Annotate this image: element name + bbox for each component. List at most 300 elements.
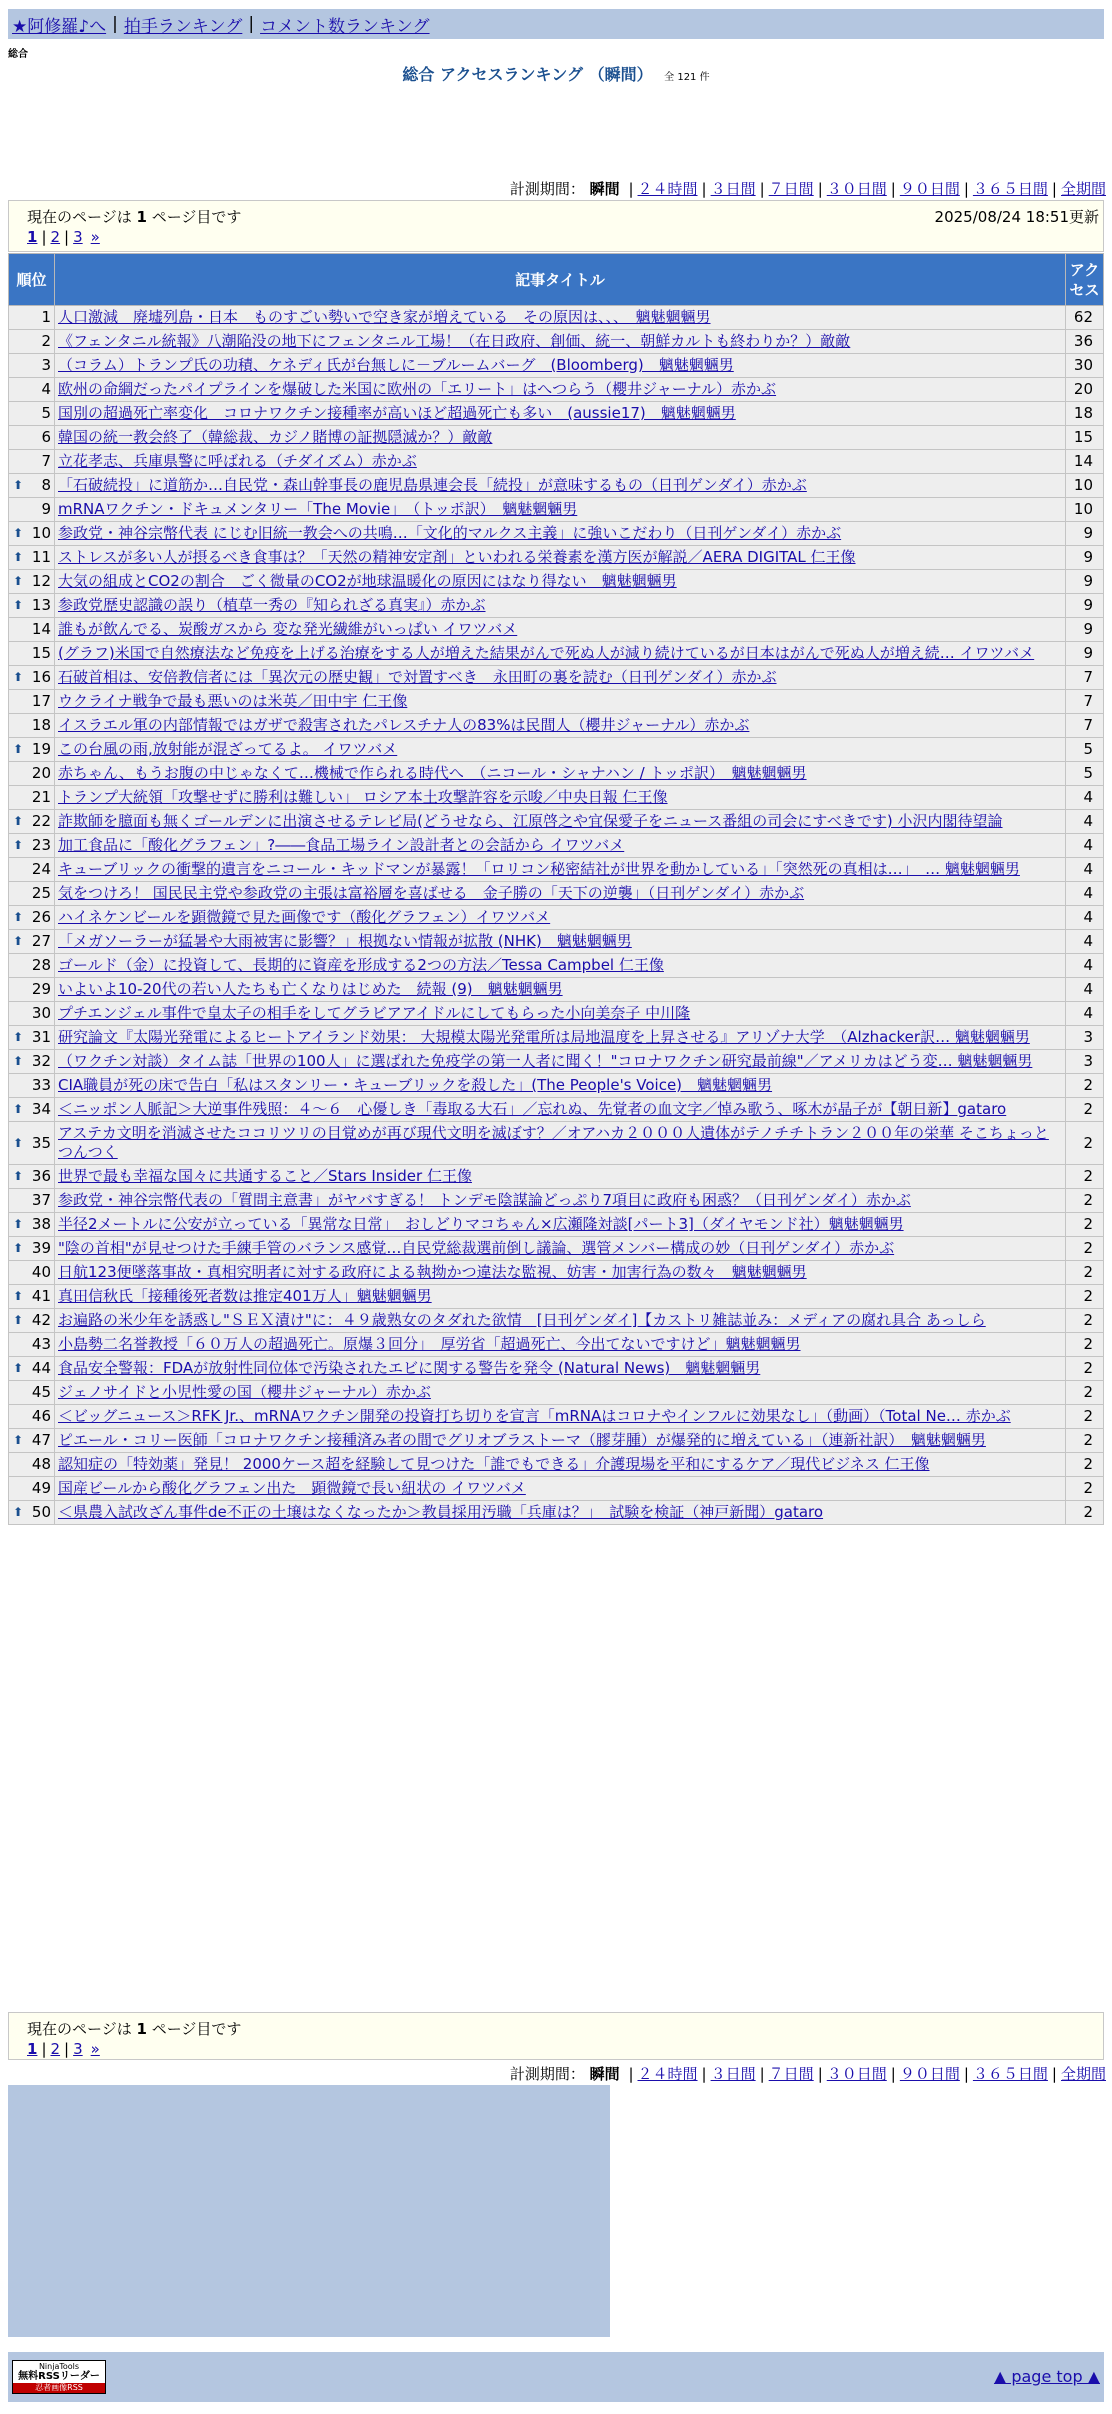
rank-cell bbox=[9, 1333, 55, 1357]
period-option-link[interactable]: 全期間 bbox=[1060, 180, 1106, 198]
table-row bbox=[9, 1074, 1104, 1098]
pager-page-link[interactable]: 1 bbox=[27, 2040, 38, 2058]
period-option-link[interactable]: ９０日間 bbox=[899, 2065, 960, 2083]
article-title-link[interactable]: 石破首相は、安倍教信者には「異次元の歴史観」で対置すべき 永田町の裏を読む（日刊ゲンダイ）赤かぶ bbox=[58, 668, 777, 686]
article-title-link[interactable]: 真田信秋氏「接種後死者数は推定401万人」魑魅魍魎男 bbox=[58, 1287, 432, 1305]
rank-cell bbox=[9, 1501, 55, 1525]
rank-cell bbox=[9, 1098, 55, 1122]
title-cell bbox=[55, 762, 1066, 786]
table-row bbox=[9, 834, 1104, 858]
access-count: 9 bbox=[1066, 594, 1104, 618]
access-count: 9 bbox=[1066, 642, 1104, 666]
rank-number: 30 bbox=[31, 1004, 51, 1022]
access-count: 4 bbox=[1066, 786, 1104, 810]
pager-page-link[interactable]: 2 bbox=[50, 2040, 61, 2058]
rank-cell bbox=[9, 1453, 55, 1477]
article-title-link[interactable]: 日航123便墜落事故・真相究明者に対する政府による執拗かつ違法な監視、妨害・加害行為の数々 魑魅魍魎男 bbox=[58, 1263, 807, 1281]
article-title-link[interactable]: ＜ニッポン人脈記＞大逆事件残照：４～６ 心優しき「毒取る大石」／忘れぬ、先覚者の血文字／悼み歌う、啄木が晶子が【朝日新】gataro bbox=[58, 1100, 1007, 1118]
period-options bbox=[624, 2065, 1106, 2083]
period-option-link[interactable]: 全期間 bbox=[1060, 2065, 1106, 2083]
article-title-link[interactable]: キューブリックの衝撃的遺言をニコール・キッドマンが暴露！「ロリコン秘密結社が世界を動かしている」「突然死の真相は…」 … 魑魅魍魎男 bbox=[58, 860, 1020, 878]
period-separator: | bbox=[1051, 180, 1057, 198]
rank-number: 29 bbox=[31, 980, 51, 998]
title-cell bbox=[55, 1026, 1066, 1050]
pager-next-link[interactable]: » bbox=[90, 2040, 100, 2058]
article-title-link[interactable]: 認知症の「特効薬」発見！ 2000ケース超を経験して見つけた「誰でもできる」介護現場を平和にするケア／現代ビジネス 仁王像 bbox=[58, 1455, 930, 1473]
article-title-link[interactable]: ウクライナ戦争で最も悪いのは米英／田中宇 仁王像 bbox=[58, 692, 408, 710]
title-cell bbox=[55, 1477, 1066, 1501]
table-row bbox=[9, 810, 1104, 834]
period-separator: | bbox=[759, 2065, 765, 2083]
title-cell bbox=[55, 738, 1066, 762]
access-count: 9 bbox=[1066, 546, 1104, 570]
arrow-up-icon: ⬆ bbox=[13, 838, 24, 852]
article-title-link[interactable]: 大気の組成とCO2の割合 ごく微量のCO2が地球温暖化の原因にはなり得ない 魑魅魍魎男 bbox=[58, 572, 677, 590]
period-option-link[interactable]: ３６５日間 bbox=[972, 180, 1048, 198]
pager bbox=[27, 228, 100, 246]
page-number: 1 bbox=[136, 2020, 147, 2038]
title-cell bbox=[55, 1002, 1066, 1026]
title-cell bbox=[55, 1050, 1066, 1074]
article-title-link[interactable]: 参政党・神谷宗幣代表 にじむ旧統一教会への共鳴…「文化的マルクス主義」に強いこだわり（日刊ゲンダイ）赤かぶ bbox=[58, 524, 842, 542]
period-option-link[interactable]: ３日間 bbox=[710, 180, 756, 198]
pager-page-link[interactable]: 3 bbox=[73, 228, 83, 246]
table-row bbox=[9, 1189, 1104, 1213]
pager-separator: | bbox=[41, 2040, 47, 2058]
access-count: 14 bbox=[1066, 450, 1104, 474]
arrow-up-icon: ⬆ bbox=[13, 1241, 24, 1255]
title-cell bbox=[55, 330, 1066, 354]
article-title-link[interactable]: トランプ大統領「攻撃せずに勝利は難しい」 ロシア本土攻撃許容を示唆／中央日報 仁王像 bbox=[58, 788, 668, 806]
rank-number: 36 bbox=[31, 1167, 51, 1185]
access-count: 4 bbox=[1066, 1002, 1104, 1026]
arrow-up-icon: ⬆ bbox=[13, 1102, 24, 1116]
period-option-link[interactable]: ３日間 bbox=[710, 2065, 756, 2083]
arrow-up-icon: ⬆ bbox=[13, 1433, 24, 1447]
rank-number: 42 bbox=[31, 1311, 51, 1329]
title-cell bbox=[55, 834, 1066, 858]
ninja-tools-logo[interactable]: NinjaTools 無料RSSリーダー 忍者画像RSS bbox=[12, 2360, 106, 2394]
title-cell bbox=[55, 1429, 1066, 1453]
article-title-link[interactable]: 参政党歴史認識の誤り（植草一秀の『知られざる真実』）赤かぶ bbox=[58, 596, 486, 614]
access-count: 2 bbox=[1066, 1237, 1104, 1261]
page-info-panel-bottom bbox=[8, 2012, 1104, 2060]
page-top-link[interactable]: ▲ page top ▲ bbox=[993, 2367, 1100, 2386]
rank-number: 38 bbox=[31, 1215, 51, 1233]
rank-number: 43 bbox=[31, 1335, 51, 1353]
table-row bbox=[9, 1261, 1104, 1285]
page-title bbox=[0, 62, 1112, 85]
access-count: 2 bbox=[1066, 1501, 1104, 1525]
period-option-link[interactable]: ７日間 bbox=[768, 180, 814, 198]
access-count: 15 bbox=[1066, 426, 1104, 450]
table-row bbox=[9, 522, 1104, 546]
rank-number: 1 bbox=[41, 308, 51, 326]
title-cell bbox=[55, 1381, 1066, 1405]
table-row bbox=[9, 690, 1104, 714]
title-cell bbox=[55, 618, 1066, 642]
article-title-link[interactable]: 食品安全警報：FDAが放射性同位体で汚染されたエビに関する警告を発令 (Natural News) 魑魅魍魎男 bbox=[58, 1359, 761, 1377]
table-row bbox=[9, 666, 1104, 690]
rank-number: 31 bbox=[31, 1028, 51, 1046]
rank-number: 12 bbox=[31, 572, 51, 590]
article-title-link[interactable]: 詐欺師を臆面も無くゴールデンに出演させるテレビ局(どうせなら、江原啓之や宜保愛子をニュース番組の司会にすべきです) 小沢内閣待望論 bbox=[58, 812, 1003, 830]
arrow-up-icon: ⬆ bbox=[13, 814, 24, 828]
period-options bbox=[624, 180, 1106, 198]
period-separator: | bbox=[817, 2065, 823, 2083]
table-row bbox=[9, 378, 1104, 402]
page-title-text: 総合 アクセスランキング （瞬間） bbox=[402, 65, 653, 84]
access-count: 2 bbox=[1066, 1309, 1104, 1333]
rank-number: 5 bbox=[41, 404, 51, 422]
access-count: 4 bbox=[1066, 954, 1104, 978]
table-row bbox=[9, 1002, 1104, 1026]
rank-cell bbox=[9, 306, 55, 330]
period-separator: | bbox=[963, 2065, 969, 2083]
rank-number: 2 bbox=[41, 332, 51, 350]
ranking-rows bbox=[9, 306, 1104, 1525]
pager-page-link[interactable]: 2 bbox=[50, 228, 61, 246]
title-cell bbox=[55, 570, 1066, 594]
ranking-table bbox=[8, 253, 1104, 1525]
rank-cell bbox=[9, 1261, 55, 1285]
article-title-link[interactable]: この台風の雨,放射能が混ざってるよ。 イワツバメ bbox=[58, 740, 398, 758]
page-info: 現在のページは 1 ページ目です bbox=[27, 208, 242, 226]
title-cell bbox=[55, 1261, 1066, 1285]
access-count: 2 bbox=[1066, 1122, 1104, 1165]
access-count: 9 bbox=[1066, 618, 1104, 642]
article-title-link[interactable]: 気をつけろ！ 国民民主党や参政党の主張は富裕層を喜ばせる 金子勝の「天下の逆襲」（日刊ゲンダイ）赤かぶ bbox=[58, 884, 805, 902]
article-title-link[interactable]: 欧州の命綱だったパイプラインを爆破した米国に欧州の「エリート」はへつらう（櫻井ジャーナル）赤かぶ bbox=[58, 380, 777, 398]
title-cell bbox=[55, 1098, 1066, 1122]
rank-cell bbox=[9, 450, 55, 474]
period-selector-top bbox=[510, 178, 1106, 199]
article-title-link[interactable]: 参政党・神谷宗幣代表の「質問主意書」がヤバすぎる！ トンデモ陰謀論どっぷり7項目に政府も困惑？（日刊ゲンダイ）赤かぶ bbox=[58, 1191, 911, 1209]
table-row bbox=[9, 594, 1104, 618]
table-row bbox=[9, 450, 1104, 474]
arrow-up-icon: ⬆ bbox=[13, 1054, 24, 1068]
title-cell bbox=[55, 690, 1066, 714]
title-cell bbox=[55, 882, 1066, 906]
rank-number: 48 bbox=[31, 1455, 51, 1473]
table-row bbox=[9, 1333, 1104, 1357]
pager bbox=[27, 2040, 100, 2058]
rank-number: 33 bbox=[31, 1076, 51, 1094]
rank-number: 22 bbox=[31, 812, 51, 830]
rank-cell bbox=[9, 378, 55, 402]
rank-cell bbox=[9, 1074, 55, 1098]
title-cell bbox=[55, 1213, 1066, 1237]
period-current: 瞬間 bbox=[589, 180, 620, 198]
table-row bbox=[9, 426, 1104, 450]
title-cell bbox=[55, 306, 1066, 330]
article-title-link[interactable]: CIA職員が死の床で告白「私はスタンリー・キューブリックを殺した」(The People's Voice) 魑魅魍魎男 bbox=[58, 1076, 773, 1094]
pager-separator: | bbox=[64, 228, 70, 246]
article-title-link[interactable]: 《フェンタニル統報》八潮陥没の地下にフェンタニル工場！（在日政府、創価、統一、朝鮮カルトも終わりか？）敵敵 bbox=[58, 332, 851, 350]
access-count: 2 bbox=[1066, 1285, 1104, 1309]
rank-cell bbox=[9, 1381, 55, 1405]
table-row bbox=[9, 1429, 1104, 1453]
arrow-up-icon: ⬆ bbox=[13, 1169, 24, 1183]
rank-number: 32 bbox=[31, 1052, 51, 1070]
nav-separator: | bbox=[248, 14, 255, 34]
rank-cell bbox=[9, 642, 55, 666]
title-cell bbox=[55, 378, 1066, 402]
title-cell bbox=[55, 1237, 1066, 1261]
table-row bbox=[9, 1477, 1104, 1501]
title-cell bbox=[55, 1122, 1066, 1165]
article-title-link[interactable]: （ワクチン対談）タイム誌「世界の100人」に選ばれた免疫学の第一人者に聞く！"コロナワクチン研究最前線"／アメリカはどう変… 魑魅魍魎男 bbox=[58, 1052, 1033, 1070]
home-link[interactable]: ★阿修羅♪へ bbox=[12, 16, 107, 37]
rank-number: 39 bbox=[31, 1239, 51, 1257]
period-separator: | bbox=[628, 2065, 634, 2083]
arrow-up-icon: ⬆ bbox=[13, 478, 24, 492]
table-row bbox=[9, 1405, 1104, 1429]
access-count: 30 bbox=[1066, 354, 1104, 378]
access-count: 3 bbox=[1066, 1026, 1104, 1050]
pager-separator: | bbox=[41, 228, 47, 246]
access-count: 7 bbox=[1066, 666, 1104, 690]
rank-number: 20 bbox=[31, 764, 51, 782]
article-title-link[interactable]: 小島勢二名誉教授「６０万人の超過死亡。原爆３回分」 厚労省「超過死亡、今出てないですけど」魑魅魍魎男 bbox=[58, 1335, 801, 1353]
rank-cell bbox=[9, 1189, 55, 1213]
period-option-link[interactable]: ３６５日間 bbox=[972, 2065, 1048, 2083]
table-row bbox=[9, 498, 1104, 522]
title-cell bbox=[55, 1309, 1066, 1333]
rank-number: 25 bbox=[31, 884, 51, 902]
updated-time: 2025/08/24 18:51更新 bbox=[934, 208, 1099, 226]
rank-number: 19 bbox=[31, 740, 51, 758]
article-title-link[interactable]: 誰もが飲んでる、炭酸ガスから 変な発光繊維がいっぱい イワツバメ bbox=[58, 620, 518, 638]
article-title-link[interactable]: イスラエル軍の内部情報ではガザで殺害されたパレスチナ人の83%は民間人（櫻井ジャーナル）赤かぶ bbox=[58, 716, 750, 734]
access-count: 2 bbox=[1066, 1261, 1104, 1285]
table-row bbox=[9, 1213, 1104, 1237]
article-title-link[interactable]: ハイネケンビールを顕微鏡で見た画像です（酸化グラフェン）イワツバメ bbox=[58, 908, 551, 926]
rank-cell bbox=[9, 474, 55, 498]
footer-bar bbox=[8, 2352, 1104, 2402]
access-count: 5 bbox=[1066, 738, 1104, 762]
title-cell bbox=[55, 858, 1066, 882]
article-title-link[interactable]: 国産ビールから酸化グラフェン出た 顕微鏡で長い紐状の イワツバメ bbox=[58, 1479, 526, 1497]
page-number: 1 bbox=[136, 208, 147, 226]
title-cell bbox=[55, 930, 1066, 954]
article-title-link[interactable]: ピエール・コリー医師「コロナワクチン接種済み者の間でグリオブラストーマ（膠芽腫）が爆発的に増えている」（連新社訳） 魑魅魍魎男 bbox=[58, 1431, 986, 1449]
article-title-link[interactable]: 立花孝志、兵庫県警に呼ばれる（チダイズム）赤かぶ bbox=[58, 452, 417, 470]
rank-number: 35 bbox=[31, 1133, 51, 1152]
rank-cell bbox=[9, 1050, 55, 1074]
access-count: 5 bbox=[1066, 762, 1104, 786]
title-cell bbox=[55, 402, 1066, 426]
pager-separator: | bbox=[64, 2040, 70, 2058]
article-title-link[interactable]: "陰の首相"が見せつけた手練手管のバランス感覚…自民党総裁選前倒し議論、選管メンバー構成の妙（日刊ゲンダイ）赤かぶ bbox=[58, 1239, 895, 1257]
rank-cell bbox=[9, 522, 55, 546]
access-count: 4 bbox=[1066, 882, 1104, 906]
period-separator: | bbox=[963, 180, 969, 198]
arrow-up-icon: ⬆ bbox=[13, 1361, 24, 1375]
table-row bbox=[9, 1501, 1104, 1525]
rank-cell bbox=[9, 906, 55, 930]
table-row bbox=[9, 1309, 1104, 1333]
rank-cell bbox=[9, 1405, 55, 1429]
comment-ranking-link[interactable]: コメント数ランキング bbox=[260, 16, 430, 37]
table-row bbox=[9, 882, 1104, 906]
article-title-link[interactable]: ゴールド（金）に投資して、長期的に資産を形成する2つの方法／Tessa Campbel 仁王像 bbox=[58, 956, 664, 974]
rank-number: 46 bbox=[31, 1407, 51, 1425]
title-cell bbox=[55, 714, 1066, 738]
arrow-up-icon: ⬆ bbox=[13, 1505, 24, 1519]
access-count: 10 bbox=[1066, 474, 1104, 498]
article-title-link[interactable]: 加工食品に「酸化グラフェン」?――食品工場ライン設計者との会話から イワツバメ bbox=[58, 836, 625, 854]
top-nav-bar bbox=[8, 9, 1104, 39]
rank-cell bbox=[9, 1122, 55, 1165]
rank-cell bbox=[9, 1309, 55, 1333]
title-cell bbox=[55, 954, 1066, 978]
article-title-link[interactable]: ジェノサイドと小児性愛の国（櫻井ジャーナル）赤かぶ bbox=[58, 1383, 431, 1401]
rank-cell bbox=[9, 810, 55, 834]
access-header: アクセス bbox=[1066, 254, 1104, 306]
title-cell bbox=[55, 1074, 1066, 1098]
article-title-link[interactable]: ＜ビッグニュース＞RFK Jr.、mRNAワクチン開発の投資打ち切りを宣言「mRNAはコロナやインフルに効果なし」（動画）（Total Ne… 赤かぶ bbox=[58, 1407, 1011, 1425]
rank-header: 順位 bbox=[9, 254, 55, 306]
rank-cell bbox=[9, 882, 55, 906]
article-title-link[interactable]: 国別の超過死亡率変化 コロナワクチン接種率が高いほど超過死亡も多い (aussie17) 魑魅魍魎男 bbox=[58, 404, 736, 422]
access-count: 2 bbox=[1066, 1189, 1104, 1213]
article-title-link[interactable]: ＜県農入試改ざん事件de不正の土壌はなくなったか＞教員採用汚職「兵庫は？」 試験を検証（神戸新聞）gataro bbox=[58, 1503, 824, 1521]
access-count: 2 bbox=[1066, 1098, 1104, 1122]
table-row bbox=[9, 1165, 1104, 1189]
article-title-link[interactable]: アステカ文明を消滅させたココリツリの目覚めが再び現代文明を滅ぼす？／オアハカ２０００人遺体がテノチチトラン２００年の栄華 そこちょっとつんつく bbox=[58, 1124, 1049, 1161]
table-row bbox=[9, 1285, 1104, 1309]
rank-number: 3 bbox=[41, 356, 51, 374]
title-cell bbox=[55, 354, 1066, 378]
rank-number: 8 bbox=[41, 476, 51, 494]
period-option-link[interactable]: ３０日間 bbox=[826, 180, 887, 198]
pager-page-link[interactable]: 3 bbox=[73, 2040, 83, 2058]
pager-next-link[interactable]: » bbox=[90, 228, 100, 246]
rank-number: 7 bbox=[41, 452, 51, 470]
period-option-link[interactable]: ９０日間 bbox=[899, 180, 960, 198]
article-title-link[interactable]: 人口激減 廃墟列島・日本 ものすごい勢いで空き家が増えている その原因は、、、 魑魅魍魎男 bbox=[58, 308, 711, 326]
rank-number: 11 bbox=[31, 548, 51, 566]
article-title-link[interactable]: (グラフ)米国で自然療法など免疫を上げる治療をする人が増えた結果がんで死ぬ人が減り続けているが日本はがんで死ぬ人が増え続… イワツバメ bbox=[58, 644, 1035, 662]
period-option-link[interactable]: ７日間 bbox=[768, 2065, 814, 2083]
table-row bbox=[9, 978, 1104, 1002]
access-count: 4 bbox=[1066, 858, 1104, 882]
site-label: 総合 bbox=[8, 49, 28, 60]
access-count: 2 bbox=[1066, 1405, 1104, 1429]
table-row bbox=[9, 306, 1104, 330]
article-title-link[interactable]: 世界で最も幸福な国々に共通すること／Stars Insider 仁王像 bbox=[58, 1167, 472, 1185]
arrow-up-icon: ⬆ bbox=[13, 526, 24, 540]
rank-number: 49 bbox=[31, 1479, 51, 1497]
period-label: 計測期間： bbox=[509, 180, 585, 198]
article-title-link[interactable]: 韓国の統一教会終了（韓総裁、カジノ賭博の証拠隠滅か？）敵敵 bbox=[58, 428, 493, 446]
arrow-up-icon: ⬆ bbox=[13, 598, 24, 612]
access-count: 36 bbox=[1066, 330, 1104, 354]
table-row bbox=[9, 1122, 1104, 1165]
title-cell bbox=[55, 522, 1066, 546]
article-title-link[interactable]: 「石破続投」に道筋か…自民党・森山幹事長の鹿児島県連会長「続投」が意味するもの（日刊ゲンダイ）赤かぶ bbox=[58, 476, 807, 494]
article-title-link[interactable]: 半径2メートルに公安が立っている「異常な日常」 おしどりマコちゃん×広瀬隆対談[パート3]（ダイヤモンド社）魑魅魍魎男 bbox=[58, 1215, 904, 1233]
title-cell bbox=[55, 474, 1066, 498]
table-row bbox=[9, 642, 1104, 666]
total-count: 全 121 件 bbox=[664, 72, 710, 83]
period-separator: | bbox=[701, 2065, 707, 2083]
article-title-link[interactable]: 赤ちゃん、もうお腹の中じゃなくて…機械で作られる時代へ （ニコール・シャナハン / トッポ訳） 魑魅魍魎男 bbox=[58, 764, 807, 782]
title-header: 記事タイトル bbox=[55, 254, 1066, 306]
arrow-up-icon: ⬆ bbox=[13, 1313, 24, 1327]
title-cell bbox=[55, 810, 1066, 834]
access-count: 4 bbox=[1066, 810, 1104, 834]
rank-number: 23 bbox=[31, 836, 51, 854]
access-count: 2 bbox=[1066, 1429, 1104, 1453]
period-option-link[interactable]: ２４時間 bbox=[637, 2065, 698, 2083]
article-title-link[interactable]: ストレスが多い人が摂るべき食事は？「天然の精神安定剤」といわれる栄養素を漢方医が解説／AERA DIGITAL 仁王像 bbox=[58, 548, 856, 566]
period-option-link[interactable]: ３０日間 bbox=[826, 2065, 887, 2083]
rank-number: 47 bbox=[31, 1431, 51, 1449]
period-option-link[interactable]: ２４時間 bbox=[637, 180, 698, 198]
pager-page-link[interactable]: 1 bbox=[27, 228, 38, 246]
table-row bbox=[9, 906, 1104, 930]
access-count: 2 bbox=[1066, 1333, 1104, 1357]
period-label: 計測期間： bbox=[509, 2065, 585, 2083]
rank-cell bbox=[9, 1002, 55, 1026]
rank-number: 4 bbox=[41, 380, 51, 398]
table-row bbox=[9, 762, 1104, 786]
table-row bbox=[9, 1381, 1104, 1405]
rank-cell bbox=[9, 954, 55, 978]
access-count: 2 bbox=[1066, 1453, 1104, 1477]
clap-ranking-link[interactable]: 拍手ランキング bbox=[123, 16, 243, 37]
table-row bbox=[9, 738, 1104, 762]
article-title-link[interactable]: （コラム）トランプ氏の功積、ケネディ氏が台無しに－ブルームバーグ (Bloomberg) 魑魅魍魎男 bbox=[58, 356, 734, 374]
table-row bbox=[9, 402, 1104, 426]
access-count: 18 bbox=[1066, 402, 1104, 426]
article-title-link[interactable]: mRNAワクチン・ドキュメンタリー「The Movie」 （トッポ訳） 魑魅魍魎男 bbox=[58, 500, 578, 518]
title-cell bbox=[55, 1501, 1066, 1525]
title-cell bbox=[55, 1405, 1066, 1429]
article-title-link[interactable]: 「メガソーラーが猛暑や大雨被害に影響？」根拠ない情報が拡散 (NHK) 魑魅魍魎男 bbox=[58, 932, 632, 950]
rank-cell bbox=[9, 1285, 55, 1309]
title-cell bbox=[55, 1357, 1066, 1381]
rank-cell bbox=[9, 858, 55, 882]
access-count: 2 bbox=[1066, 1165, 1104, 1189]
arrow-up-icon: ⬆ bbox=[13, 910, 24, 924]
title-cell bbox=[55, 642, 1066, 666]
article-title-link[interactable]: いよいよ10-20代の若い人たちも亡くなりはじめた 続報 (9) 魑魅魍魎男 bbox=[58, 980, 563, 998]
table-row bbox=[9, 1237, 1104, 1261]
rank-number: 10 bbox=[31, 524, 51, 542]
arrow-up-icon: ⬆ bbox=[13, 1289, 24, 1303]
rank-cell bbox=[9, 1357, 55, 1381]
title-cell bbox=[55, 978, 1066, 1002]
access-count: 20 bbox=[1066, 378, 1104, 402]
ad-banner[interactable] bbox=[8, 2085, 610, 2337]
title-cell bbox=[55, 450, 1066, 474]
table-row bbox=[9, 1026, 1104, 1050]
rank-cell bbox=[9, 426, 55, 450]
article-title-link[interactable]: プチエンジェル事件で皇太子の相手をしてグラビアアイドルにしてもらった小向美奈子 中川隆 bbox=[58, 1004, 691, 1022]
rank-cell bbox=[9, 330, 55, 354]
rank-number: 27 bbox=[31, 932, 51, 950]
page-info-panel-top bbox=[8, 200, 1104, 252]
title-cell bbox=[55, 426, 1066, 450]
rank-cell bbox=[9, 1026, 55, 1050]
rank-cell bbox=[9, 570, 55, 594]
article-title-link[interactable]: 研究論文『太陽光発電によるヒートアイランド効果： 大規模太陽光発電所は局地温度を上昇させる』アリゾナ大学 （Alzhacker訳… 魑魅魍魎男 bbox=[58, 1028, 1030, 1046]
title-cell bbox=[55, 1453, 1066, 1477]
article-title-link[interactable]: お遍路の米少年を誘惑し"ＳＥＸ漬け"に：４９歳熟女のタダれた欲情 [日刊ゲンダイ]【カストリ雑誌並み：メディアの腐れ具合 あっしら bbox=[58, 1311, 986, 1329]
